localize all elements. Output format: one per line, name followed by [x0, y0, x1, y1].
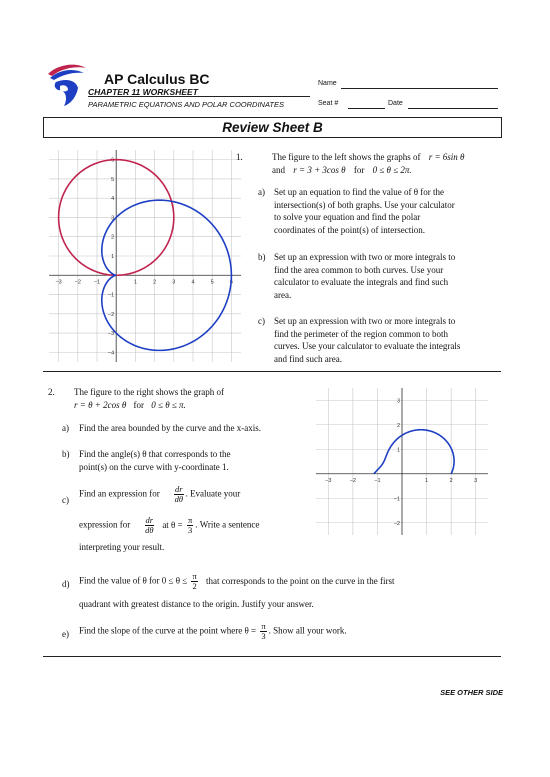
- x-tick-label: 6: [229, 279, 233, 286]
- y-tick-label: −2: [107, 311, 115, 318]
- y-tick-label: 4: [111, 196, 115, 203]
- p2-intro: The figure to the right shows the graph of: [74, 387, 224, 397]
- see-other-side: SEE OTHER SIDE: [440, 688, 503, 697]
- p1-and: and: [272, 165, 285, 175]
- chapter-label: CHAPTER 11 WORKSHEET: [88, 87, 198, 97]
- review-title-box: [43, 117, 502, 138]
- series-curve: [374, 430, 454, 474]
- x-tick-label: 4: [191, 279, 195, 286]
- header-underline: [88, 96, 310, 97]
- x-tick-label: 1: [133, 279, 137, 286]
- problem1-graph: [45, 146, 245, 366]
- x-tick-label: 2: [153, 279, 157, 286]
- p2c-post: . Evaluate your: [185, 488, 241, 499]
- section-divider: [43, 371, 501, 372]
- name-field-line[interactable]: [341, 88, 498, 89]
- p1-intro-line2: [272, 164, 412, 177]
- x-tick-label: −1: [93, 279, 101, 286]
- x-tick-label: 2: [449, 477, 453, 484]
- p2c2-at: at θ =: [162, 519, 183, 530]
- p2-eq: r = θ + 2cos θ: [74, 400, 127, 410]
- date-field-line[interactable]: [408, 108, 498, 109]
- x-tick-label: 3: [474, 477, 478, 484]
- p1c-line: and find such area.: [274, 353, 342, 364]
- p1b-line: calculator to evaluate the integrals and find such: [274, 277, 449, 287]
- dr-dtheta-fraction: [145, 516, 155, 535]
- p1c-line: Set up an expression with two or more integrals to: [274, 316, 456, 326]
- fraction-numerator: π: [192, 571, 197, 581]
- p2c-line2: [79, 516, 259, 535]
- p2-range: 0 ≤ θ ≤ π.: [151, 400, 186, 410]
- p1a-text: [274, 186, 455, 236]
- p2b-text: [79, 448, 231, 473]
- y-tick-label: 3: [396, 398, 400, 405]
- school-logo: [46, 60, 88, 110]
- fraction-numerator: π: [187, 515, 193, 525]
- y-tick-label: 2: [396, 422, 400, 429]
- p1c-line: curves. Use your calculator to evaluate the integrals: [274, 341, 461, 351]
- x-tick-label: 3: [172, 279, 176, 286]
- p1b-line: find the area common to both curves. Use your: [274, 264, 444, 275]
- fraction-denominator: 3: [187, 525, 193, 535]
- dr-dtheta-fraction: [174, 485, 184, 504]
- y-tick-label: −1: [107, 292, 115, 299]
- p2b-line: Find the angle(s) θ that corresponds to the: [79, 449, 231, 459]
- pi-over-3-fraction: [187, 516, 193, 535]
- p2-number: 2.: [48, 387, 55, 397]
- fraction-numerator: dr: [175, 484, 183, 494]
- x-tick-label: −1: [374, 477, 381, 484]
- p2c2-pre: expression for: [79, 519, 131, 530]
- p1a-line: Set up an equation to find the value of θ for the: [274, 187, 445, 197]
- problem2-graph: [312, 384, 492, 539]
- p2e-label: e): [62, 629, 69, 639]
- p2a-text: Find the area bounded by the curve and the x-axis.: [79, 423, 261, 433]
- p1c-label: c): [258, 316, 265, 326]
- x-tick-label: −3: [325, 477, 332, 484]
- y-tick-label: −2: [393, 520, 400, 527]
- x-tick-label: 5: [210, 279, 214, 286]
- p2c-pre: Find an expression for: [79, 488, 160, 499]
- y-tick-label: 1: [111, 254, 115, 260]
- p1-intro: [272, 151, 464, 164]
- p2c-line3: interpreting your result.: [79, 542, 165, 552]
- p2e-line: [79, 622, 347, 641]
- p1b-line: Set up an expression with two or more integrals to: [274, 252, 456, 262]
- fraction-numerator: π: [261, 621, 266, 631]
- fraction-denominator: dθ: [145, 525, 154, 535]
- seat-label: Seat #: [318, 100, 339, 107]
- p2-intro-line2: [74, 399, 186, 412]
- y-tick-label: −4: [107, 350, 115, 357]
- p2b-line: point(s) on the curve with y-coordinate 1.: [79, 461, 229, 472]
- x-tick-label: −3: [55, 279, 62, 286]
- p1b-text: [274, 251, 455, 301]
- worksheet-subtitle: PARAMETRIC EQUATIONS AND POLAR COORDINATES: [88, 100, 284, 109]
- p1a-label: a): [258, 187, 265, 197]
- fraction-denominator: 2: [192, 581, 197, 591]
- p1-eq1: r = 6sin θ: [428, 152, 465, 162]
- p2c-label: c): [62, 495, 69, 505]
- p2a-label: a): [62, 423, 69, 433]
- pi-over-2-fraction: [191, 572, 197, 591]
- p2e-post: . Show all your work.: [268, 625, 347, 636]
- y-tick-label: −3: [107, 331, 115, 338]
- p2-for: for: [133, 400, 144, 410]
- p1-number: 1.: [236, 152, 243, 162]
- x-tick-label: −2: [349, 477, 356, 484]
- review-title: Review Sheet B: [222, 120, 323, 135]
- p2c2-post: . Write a sentence: [195, 519, 260, 530]
- y-tick-label: 2: [111, 234, 115, 241]
- y-tick-label: 1: [396, 447, 400, 454]
- y-tick-label: 5: [111, 176, 115, 183]
- x-tick-label: 1: [425, 477, 429, 484]
- p2c-line1: [79, 485, 240, 504]
- p1a-line: coordinates of the point(s) of intersection.: [274, 224, 425, 235]
- pi-over-3-fraction: [260, 622, 266, 641]
- grid-lines: [49, 150, 241, 362]
- p2d-pre: Find the value of θ for 0 ≤ θ ≤: [79, 575, 188, 586]
- p1b-label: b): [258, 252, 266, 262]
- y-tick-label: 3: [111, 215, 115, 222]
- p1a-line: intersection(s) of both graphs. Use your calculator: [274, 199, 455, 210]
- name-label: Name: [318, 80, 337, 87]
- fraction-numerator: dr: [145, 515, 154, 525]
- y-tick-label: 6: [111, 157, 115, 164]
- p2d-line2: quadrant with greatest distance to the origin. Justify your answer.: [79, 599, 314, 609]
- p1-intro-text: The figure to the left shows the graphs of: [272, 152, 421, 162]
- x-tick-label: −2: [74, 279, 81, 286]
- bottom-divider: [43, 656, 501, 657]
- date-label: Date: [388, 100, 403, 107]
- p1-range: 0 ≤ θ ≤ 2π.: [372, 165, 412, 175]
- fraction-denominator: dθ: [174, 494, 183, 504]
- p1a-line: to solve your equation and find the polar: [274, 212, 421, 222]
- p2d-post: that corresponds to the point on the curve in the first: [206, 575, 395, 586]
- p2e-pre: Find the slope of the curve at the point where θ =: [79, 625, 257, 636]
- p2d-label: d): [62, 579, 70, 589]
- fraction-denominator: 3: [261, 631, 266, 641]
- course-title: AP Calculus BC: [104, 71, 210, 87]
- y-tick-label: −1: [393, 496, 400, 503]
- p2b-label: b): [62, 449, 70, 459]
- p1-for: for: [353, 165, 365, 175]
- p2d-line1: [79, 572, 395, 591]
- p1c-line: find the perimeter of the region common to both: [274, 328, 448, 339]
- p1c-text: [274, 315, 460, 365]
- p1-eq2: r = 3 + 3cos θ: [293, 165, 346, 175]
- p1b-line: area.: [274, 289, 292, 300]
- seat-field-line[interactable]: [348, 108, 385, 109]
